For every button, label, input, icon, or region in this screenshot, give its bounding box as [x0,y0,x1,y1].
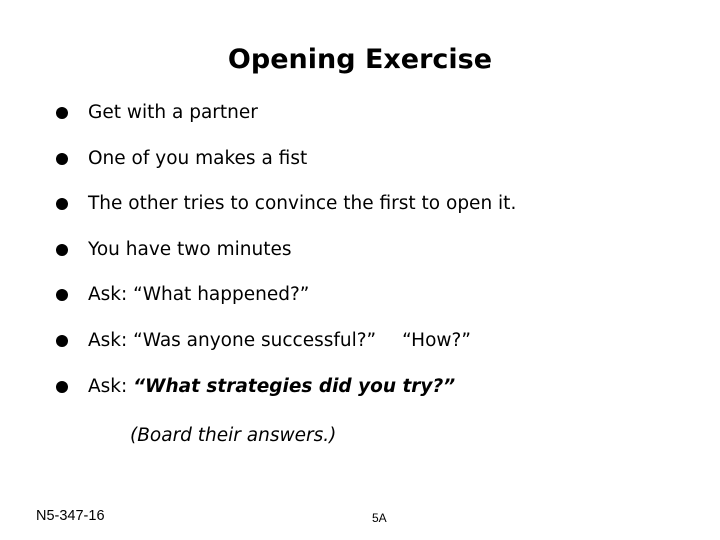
bullet-dot-icon [56,289,68,301]
bullet-item [56,98,516,144]
bullet-item [56,235,516,281]
bullet-text: Ask: “What happened?” [88,284,310,306]
bullet-dot-icon [56,153,68,165]
bullet-text: One of you makes a fist [88,147,308,169]
bullet-text: You have two minutes [88,238,292,260]
board-note: (Board their answers.) [130,425,337,446]
slide-title: Opening Exercise [227,44,493,75]
bullet-dot-icon [56,244,68,256]
bullet-dot-icon [56,381,68,393]
bullet-dot-icon [56,335,68,347]
bullet-dot-icon [56,107,68,119]
bullet-dot-icon [56,198,68,210]
page-number: 5A [372,511,387,525]
slide-code: N5-347-16 [36,508,105,524]
bullet-item [56,280,516,326]
bullet-text: Ask: “Was anyone successful?” [88,329,377,351]
bullet-text: The other tries to convince the first to open it. [88,193,517,215]
bullet-item [56,372,516,418]
bullet-extra-text: “How?” [402,329,471,351]
bullet-prefix: Ask: [88,375,134,397]
bullet-text [88,372,455,402]
bullet-emphasis: “What strategies did you try?” [133,375,456,397]
bullet-list [56,98,516,417]
bullet-item [56,326,516,372]
bullet-item [56,189,516,235]
bullet-text: Get with a partner [88,102,258,123]
bullet-item [56,144,516,190]
